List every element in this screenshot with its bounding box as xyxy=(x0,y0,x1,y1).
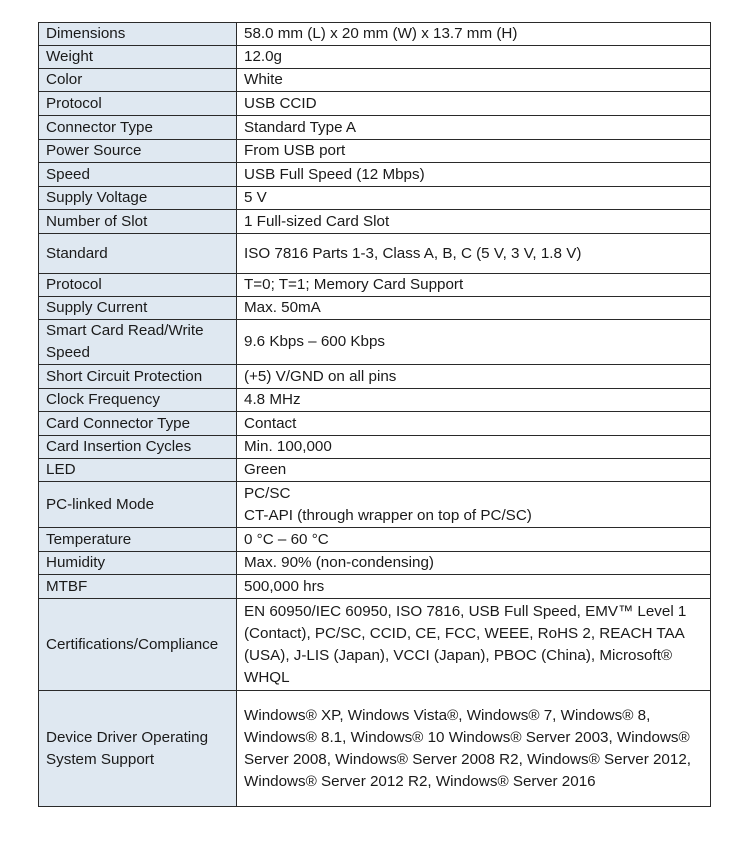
spec-value xyxy=(237,365,711,389)
spec-value-line: White xyxy=(244,71,283,88)
spec-value-line: USB CCID xyxy=(244,94,317,112)
spec-label: Supply Voltage xyxy=(39,187,237,210)
table-row xyxy=(39,187,711,210)
spec-value xyxy=(237,575,711,599)
spec-label: MTBF xyxy=(39,575,237,599)
spec-value xyxy=(237,459,711,482)
table-row xyxy=(39,389,711,412)
table-row xyxy=(39,436,711,459)
spec-label: Supply Current xyxy=(39,297,237,320)
spec-value xyxy=(237,389,711,412)
spec-label: Power Source xyxy=(39,140,237,163)
spec-label: Dimensions xyxy=(39,23,237,46)
table-row xyxy=(39,552,711,575)
table-row xyxy=(39,691,711,807)
spec-value-line: Max. 90% (non-condensing) xyxy=(244,554,434,571)
spec-label: Short Circuit Protection xyxy=(39,365,237,389)
spec-label: LED xyxy=(39,459,237,482)
spec-value-line: 4.8 MHz xyxy=(244,391,301,408)
spec-value-line: 9.6 Kbps – 600 Kbps xyxy=(244,333,386,350)
spec-value-line: Windows® XP, Windows Vista®, Windows® 7, Windows® 8, Windows® 8.1, Windows® 10 Windows® Server 2003, Windows® Server 2008, Windows® Server 2008 R2, Windows® Server 2012, Windows® Server 2012 R2, Windows® Server 2016 xyxy=(244,706,691,790)
spec-value xyxy=(237,320,711,365)
table-row xyxy=(39,23,711,46)
table-row xyxy=(39,320,711,365)
spec-value-line: 0 °C – 60 °C xyxy=(244,530,329,548)
spec-value xyxy=(237,140,711,163)
table-row xyxy=(39,459,711,482)
spec-label: Protocol xyxy=(39,274,237,297)
table-row xyxy=(39,482,711,528)
spec-label: Number of Slot xyxy=(39,210,237,234)
spec-value-line: 500,000 hrs xyxy=(244,577,325,595)
table-row xyxy=(39,140,711,163)
spec-table xyxy=(38,22,711,807)
spec-label: Connector Type xyxy=(39,116,237,140)
spec-value xyxy=(237,23,711,46)
spec-value xyxy=(237,436,711,459)
spec-value-line: EN 60950/IEC 60950, ISO 7816, USB Full Speed, EMV™ Level 1 (Contact), PC/SC, CCID, CE, FCC, WEEE, RoHS 2, REACH TAA (USA), J-LIS (Japan), VCCI (Japan), PBOC (China), Microsoft® WHQL xyxy=(244,602,687,686)
spec-value xyxy=(237,46,711,69)
spec-label: Standard xyxy=(39,234,237,274)
spec-value xyxy=(237,528,711,552)
spec-label: Humidity xyxy=(39,552,237,575)
spec-label: Card Connector Type xyxy=(39,412,237,436)
spec-value-line: (+5) V/GND on all pins xyxy=(244,367,397,385)
spec-value xyxy=(237,412,711,436)
spec-value xyxy=(237,116,711,140)
table-row xyxy=(39,69,711,92)
spec-value-line: 12.0g xyxy=(244,48,283,65)
spec-label: Temperature xyxy=(39,528,237,552)
table-row xyxy=(39,575,711,599)
spec-value xyxy=(237,599,711,691)
table-row xyxy=(39,599,711,691)
spec-value-line: 1 Full-sized Card Slot xyxy=(244,212,390,230)
table-row xyxy=(39,163,711,187)
spec-value-line: Min. 100,000 xyxy=(244,438,332,455)
table-row xyxy=(39,210,711,234)
spec-value xyxy=(237,482,711,528)
spec-label: PC-linked Mode xyxy=(39,482,237,528)
table-row xyxy=(39,234,711,274)
spec-value xyxy=(237,69,711,92)
spec-value-line: 58.0 mm (L) x 20 mm (W) x 13.7 mm (H) xyxy=(244,25,518,42)
spec-value xyxy=(237,163,711,187)
spec-value xyxy=(237,187,711,210)
table-row xyxy=(39,46,711,69)
spec-value-line: Standard Type A xyxy=(244,118,357,136)
spec-value-line: PC/SC xyxy=(244,484,291,502)
spec-value-line: USB Full Speed (12 Mbps) xyxy=(244,165,425,183)
spec-label: Card Insertion Cycles xyxy=(39,436,237,459)
spec-label: Smart Card Read/Write Speed xyxy=(39,320,237,365)
spec-value-line: Contact xyxy=(244,414,297,432)
spec-label: Certifications/Compliance xyxy=(39,599,237,691)
spec-value-line: Green xyxy=(244,461,287,478)
spec-value xyxy=(237,297,711,320)
table-row xyxy=(39,412,711,436)
table-row xyxy=(39,92,711,116)
table-row xyxy=(39,365,711,389)
spec-value-line: 5 V xyxy=(244,189,267,206)
spec-label: Weight xyxy=(39,46,237,69)
spec-value-line: T=0; T=1; Memory Card Support xyxy=(244,276,464,293)
spec-label: Clock Frequency xyxy=(39,389,237,412)
table-row xyxy=(39,274,711,297)
spec-value-line: ISO 7816 Parts 1-3, Class A, B, C (5 V, 3 V, 1.8 V) xyxy=(244,244,582,262)
spec-label: Protocol xyxy=(39,92,237,116)
spec-value xyxy=(237,691,711,807)
spec-value-line: Max. 50mA xyxy=(244,299,321,316)
spec-value xyxy=(237,92,711,116)
table-row xyxy=(39,528,711,552)
spec-value xyxy=(237,234,711,274)
spec-value xyxy=(237,210,711,234)
spec-label: Speed xyxy=(39,163,237,187)
table-row xyxy=(39,116,711,140)
spec-label: Color xyxy=(39,69,237,92)
spec-value xyxy=(237,274,711,297)
table-row xyxy=(39,297,711,320)
spec-value-line: From USB port xyxy=(244,142,346,159)
spec-label: Device Driver Operating System Support xyxy=(39,691,237,807)
spec-value xyxy=(237,552,711,575)
spec-value-line: CT-API (through wrapper on top of PC/SC) xyxy=(244,506,532,524)
spec-table-body xyxy=(39,23,711,807)
